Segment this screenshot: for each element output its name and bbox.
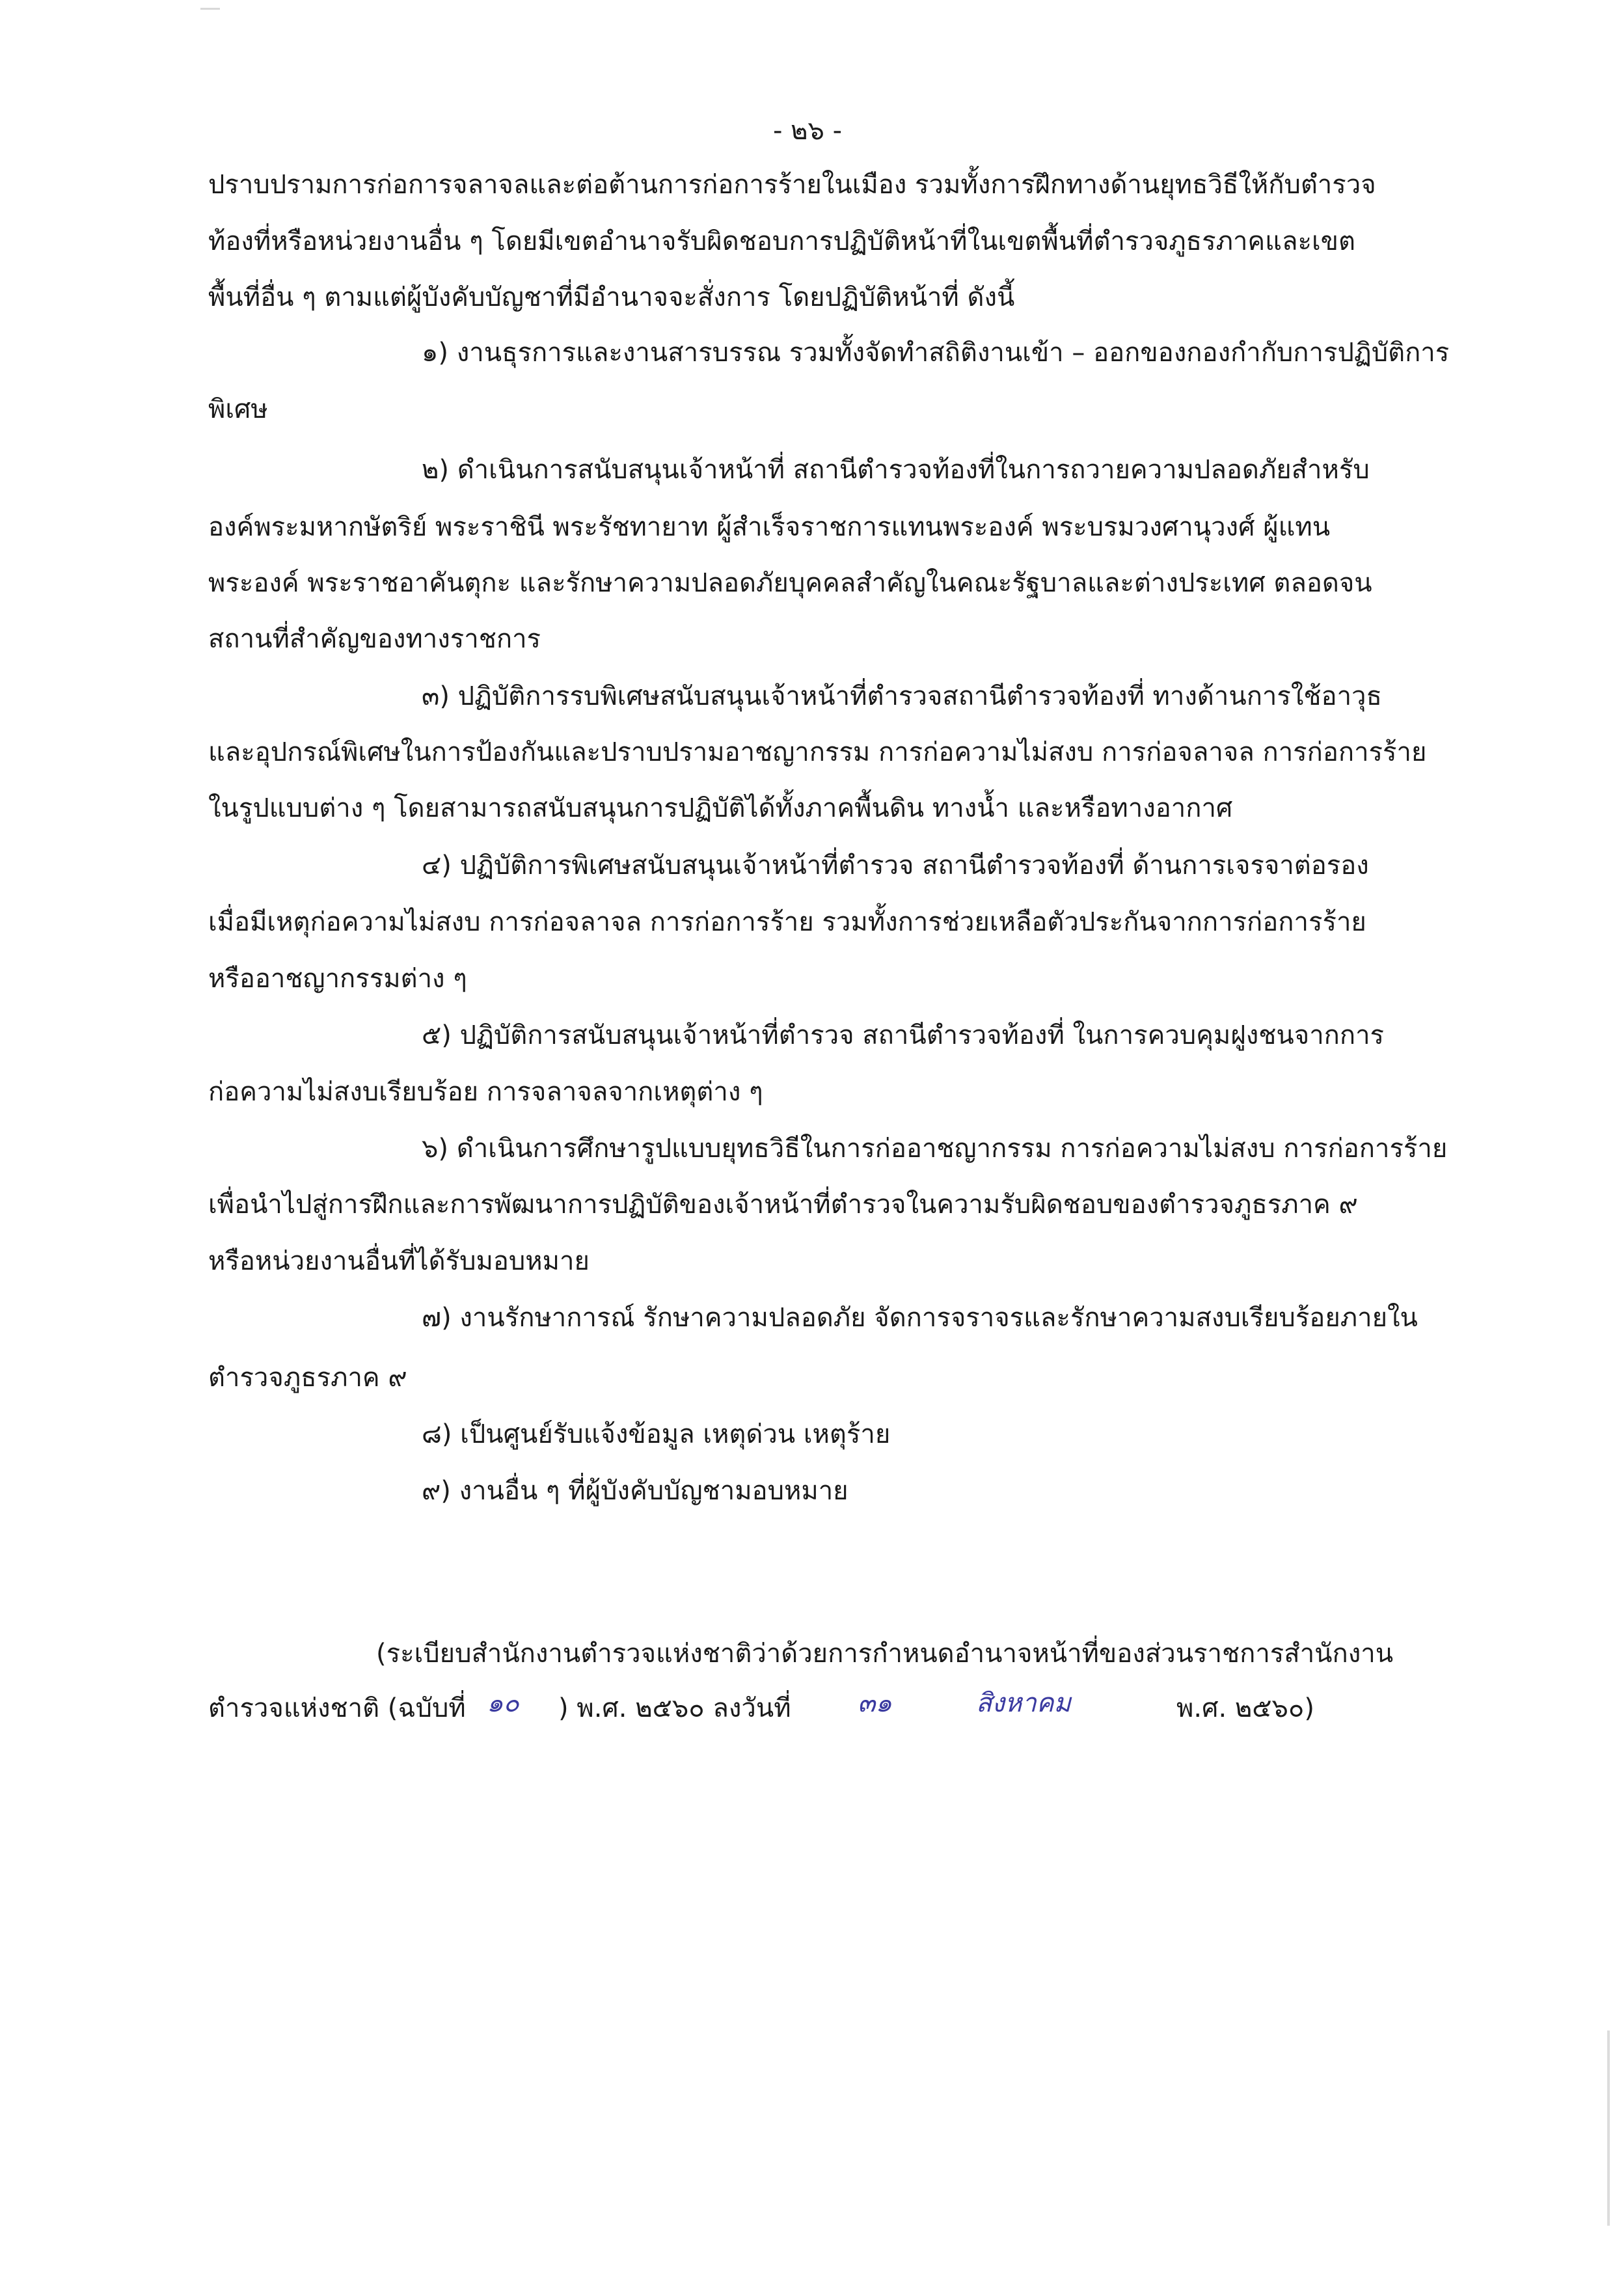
body-line: ท้องที่หรือหน่วยงานอื่น ๆ โดยมีเขตอำนาจรับผิดชอบการปฏิบัติหน้าที่ในเขตพื้นที่ตำรวจภูธรภาคและเขต	[208, 226, 1355, 256]
list-item-6: ๖) ดำเนินการศึกษารูปแบบยุทธวิธีในการก่ออาชญากรรม การก่อความไม่สงบ การก่อการร้าย	[422, 1134, 1448, 1164]
list-item-3: ๓) ปฏิบัติการรบพิเศษสนับสนุนเจ้าหน้าที่ตำรวจสถานีตำรวจท้องที่ ทางด้านการใช้อาวุธ	[422, 681, 1382, 711]
citation-line-1: (ระเบียบสำนักงานตำรวจแห่งชาติว่าด้วยการกำหนดอำนาจหน้าที่ของส่วนราชการสำนักงาน	[376, 1639, 1394, 1669]
body-line: ในรูปแบบต่าง ๆ โดยสามารถสนับสนุนการปฏิบัติได้ทั้งภาคพื้นดิน ทางน้ำ และหรือทางอากาศ	[208, 793, 1233, 823]
list-item-8: ๘) เป็นศูนย์รับแจ้งข้อมูล เหตุด่วน เหตุร้าย	[422, 1419, 891, 1449]
scan-mark	[200, 8, 220, 10]
citation-prefix: ตำรวจแห่งชาติ (ฉบับที่	[208, 1693, 466, 1723]
body-line: ปราบปรามการก่อการจลาจลและต่อต้านการก่อการร้ายในเมือง รวมทั้งการฝึกทางด้านยุทธวิธีให้กับตำรวจ	[208, 170, 1376, 200]
citation-suffix: พ.ศ. ๒๕๖๐)	[1176, 1693, 1314, 1723]
body-line: หรืออาชญากรรมต่าง ๆ	[208, 964, 467, 994]
body-line: ตำรวจภูธรภาค ๙	[208, 1363, 407, 1393]
body-line: พิเศษ	[208, 394, 268, 424]
list-item-9: ๙) งานอื่น ๆ ที่ผู้บังคับบัญชามอบหมาย	[422, 1476, 848, 1506]
scan-edge	[1607, 2030, 1610, 2226]
body-line: พระองค์ พระราชอาคันตุกะ และรักษาความปลอดภัยบุคคลสำคัญในคณะรัฐบาลและต่างประเทศ ตลอดจน	[208, 568, 1372, 598]
citation-mid: ) พ.ศ. ๒๕๖๐ ลงวันที่	[558, 1693, 791, 1723]
body-line: พื้นที่อื่น ๆ ตามแต่ผู้บังคับบัญชาที่มีอำนาจจะสั่งการ โดยปฏิบัติหน้าที่ ดังนี้	[208, 282, 1015, 312]
list-item-4: ๔) ปฏิบัติการพิเศษสนับสนุนเจ้าหน้าที่ตำรวจ สถานีตำรวจท้องที่ ด้านการเจรจาต่อรอง	[422, 851, 1369, 881]
issue-number-handwritten: ๑๐	[487, 1688, 519, 1718]
list-item-5: ๕) ปฏิบัติการสนับสนุนเจ้าหน้าที่ตำรวจ สถานีตำรวจท้องที่ ในการควบคุมฝูงชนจากการ	[422, 1020, 1385, 1050]
list-item-1: ๑) งานธุรการและงานสารบรรณ รวมทั้งจัดทำสถิติงานเข้า – ออกของกองกำกับการปฏิบัติการ	[422, 338, 1450, 368]
list-item-7: ๗) งานรักษาการณ์ รักษาความปลอดภัย จัดการจราจรและรักษาความสงบเรียบร้อยภายใน	[422, 1303, 1418, 1333]
body-line: เมื่อมีเหตุก่อความไม่สงบ การก่อจลาจล การก่อการร้าย รวมทั้งการช่วยเหลือตัวประกันจากการก่อการร้าย	[208, 907, 1366, 937]
body-line: และอุปกรณ์พิเศษในการป้องกันและปราบปรามอาชญากรรม การก่อความไม่สงบ การก่อจลาจล การก่อการร้าย	[208, 737, 1427, 767]
body-line: หรือหน่วยงานอื่นที่ได้รับมอบหมาย	[208, 1246, 590, 1276]
page-number: - ๒๖ -	[772, 116, 843, 146]
month-handwritten: สิงหาคม	[976, 1688, 1071, 1718]
body-line: ก่อความไม่สงบเรียบร้อย การจลาจลจากเหตุต่าง ๆ	[208, 1077, 763, 1107]
list-item-2: ๒) ดำเนินการสนับสนุนเจ้าหน้าที่ สถานีตำรวจท้องที่ในการถวายความปลอดภัยสำหรับ	[422, 455, 1370, 485]
body-line: องค์พระมหากษัตริย์ พระราชินี พระรัชทายาท ผู้สำเร็จราชการแทนพระองค์ พระบรมวงศานุวงศ์ ผู้แทน	[208, 512, 1331, 542]
body-line: สถานที่สำคัญของทางราชการ	[208, 624, 541, 654]
day-handwritten: ๓๑	[858, 1688, 892, 1718]
body-line: เพื่อนำไปสู่การฝึกและการพัฒนาการปฏิบัติของเจ้าหน้าที่ตำรวจในความรับผิดชอบของตำรวจภูธรภาค ๙	[208, 1190, 1358, 1220]
